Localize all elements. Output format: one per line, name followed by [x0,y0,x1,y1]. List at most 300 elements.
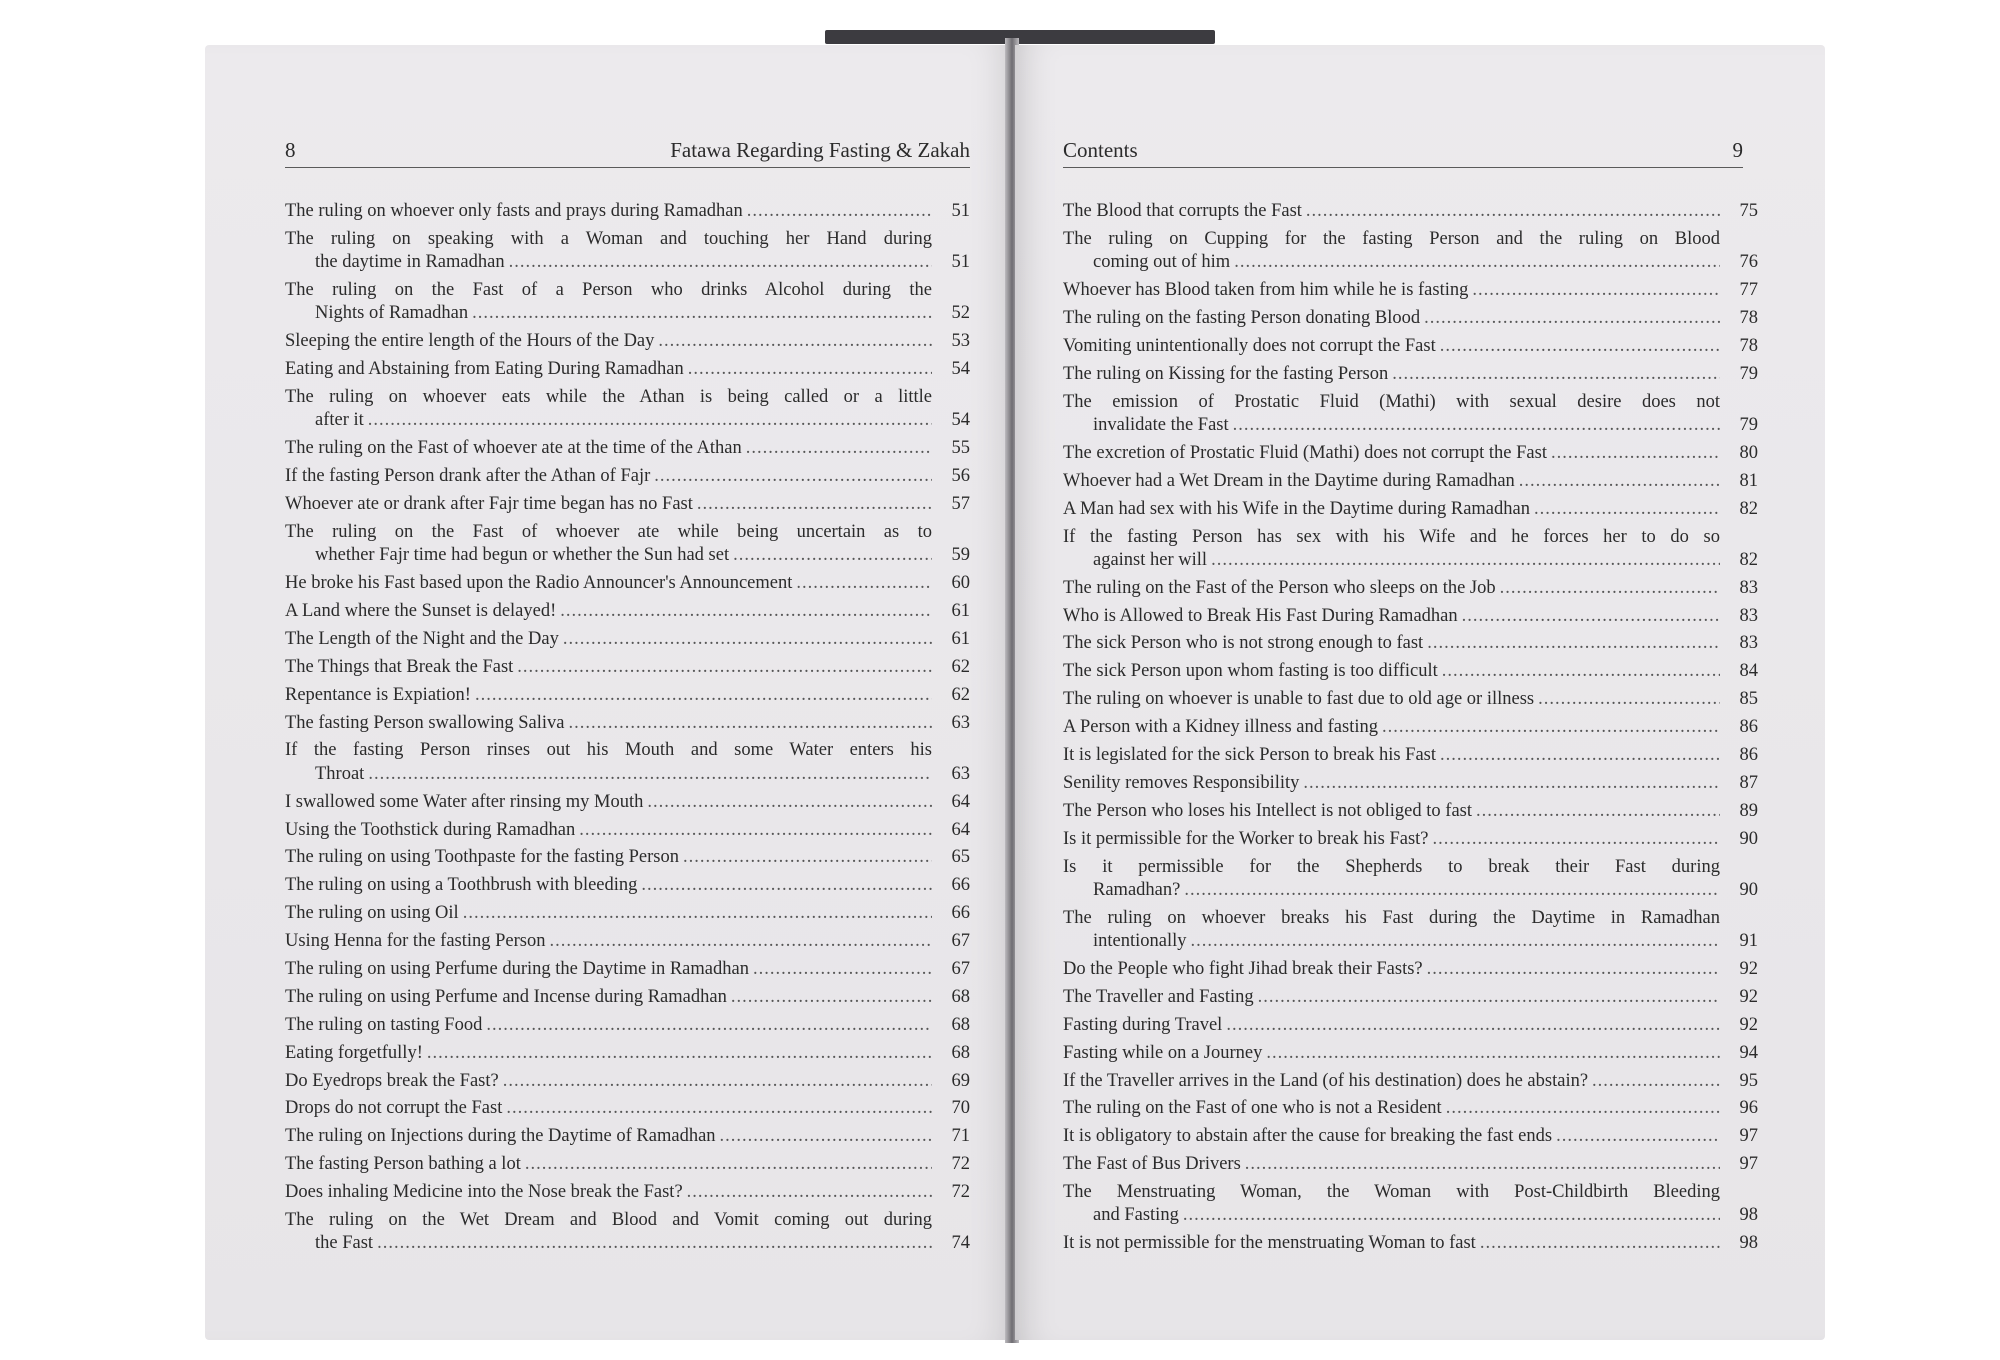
toc-entry [1063,577,1758,600]
toc-entry-title: The Fast of Bus Drivers [1063,1154,1241,1175]
toc-entry-line [1063,605,1758,628]
dot-leader [1427,632,1720,655]
dot-leader [1519,470,1720,493]
toc-entry-line [285,958,970,981]
toc-page-number: 71 [951,1126,970,1147]
dot-leader [746,437,932,460]
left-page [205,45,1010,1340]
toc-entry-line [1063,414,1758,437]
dot-leader [1476,800,1720,823]
toc-entry [285,1070,970,1093]
toc-entry [285,465,970,488]
dot-leader [731,986,932,1009]
toc-entry-line [285,628,970,651]
dot-leader [368,409,932,432]
page-number: 8 [285,138,296,162]
toc-entry [285,1097,970,1120]
toc-entry-line [1063,688,1758,711]
toc-page-number: 85 [1739,689,1758,710]
toc-entry [1063,800,1758,823]
toc-entry-line [1063,279,1758,302]
toc-entry-title: It is legislated for the sick Person to break his Fast [1063,745,1437,766]
toc-entry-title: It is obligatory to abstain after the cause for breaking the fast ends [1063,1126,1553,1147]
toc-entry-line [1063,363,1758,386]
toc-entry [285,930,970,953]
toc-page-number: 78 [1739,335,1758,356]
toc-page-number: 69 [951,1070,970,1091]
toc-page-number: 55 [951,438,970,459]
toc-page-number: 90 [1739,879,1758,900]
dot-leader [1556,1125,1720,1148]
toc-entry-line [285,874,970,897]
dot-leader [1392,363,1720,386]
toc-entry [1063,1070,1758,1093]
toc-page-number: 61 [951,600,970,621]
dot-leader [579,819,932,842]
dot-leader [688,358,932,381]
toc-entry-title: A Man had sex with his Wife in the Daytime during Ramadhan [1063,498,1530,519]
toc-entry-title: The ruling on using a Toothbrush with bleeding [285,875,638,896]
dot-leader [1424,307,1720,330]
toc-entry-title-line2: invalidate the Fast [1093,414,1229,435]
toc-page-number: 57 [951,494,970,515]
dot-leader [1534,498,1720,521]
right-page [1015,45,1825,1340]
toc-page-number: 92 [1739,986,1758,1007]
toc-entry-title-line1: Is it permissible for the Shepherds to break their Fast during [1063,856,1720,877]
toc-entry-line [1063,470,1758,493]
toc-page-number: 76 [1739,252,1758,273]
dot-leader [1440,335,1720,358]
toc-entry-line [285,986,970,1009]
toc-entry [1063,828,1758,851]
dot-leader [486,1014,932,1037]
toc-entry [1063,1042,1758,1065]
toc-entry-line [285,819,970,842]
dot-leader [1462,605,1720,628]
toc-entry-line [285,1125,970,1148]
dot-leader [1442,660,1720,683]
toc-entry-title: The ruling on using Toothpaste for the fasting Person [285,847,680,868]
toc-page-number: 75 [1739,201,1758,221]
toc-page-number: 53 [951,331,970,352]
dot-leader [1472,279,1720,302]
toc-entry [1063,688,1758,711]
dot-leader [1427,958,1720,981]
toc-entry-line [1063,498,1758,521]
toc-page-number: 64 [951,791,970,812]
toc-entry-title: A Land where the Sunset is delayed! [285,600,557,621]
dot-leader [733,544,932,567]
dot-leader [1551,442,1720,465]
toc-page-number: 51 [951,252,970,273]
dot-leader [1306,200,1720,223]
toc-entry [285,1209,970,1256]
open-book [205,30,1825,1350]
toc-page-number: 72 [951,1154,970,1175]
toc-entry-line [1063,549,1758,572]
toc-page-number: 68 [951,1014,970,1035]
toc-entry-title-line1: The ruling on speaking with a Woman and touching her Hand during [285,228,932,249]
toc-page-number: 66 [951,903,970,924]
toc-entry-line [285,544,970,567]
toc-entry [285,628,970,651]
toc-entry-line [285,437,970,460]
toc-page-number: 59 [951,545,970,566]
dot-leader [569,712,932,735]
toc-entry-title-line1: The ruling on the Fast of whoever ate while being uncertain as to [285,521,932,542]
toc-entry-title: The ruling on the Fast of whoever ate at the time of the Athan [285,438,742,459]
toc-page-number: 90 [1739,828,1758,849]
toc-page-number: 63 [951,712,970,733]
toc-page-number: 84 [1739,661,1758,682]
toc-entry [285,572,970,595]
toc-entry-title: The fasting Person bathing a lot [285,1154,521,1175]
toc-entry-line [1063,1070,1758,1093]
toc-entry-title: The ruling on the Fast of one who is not a Resident [1063,1098,1442,1119]
toc-entry-title: The Blood that corrupts the Fast [1063,201,1302,221]
toc-entry [285,1014,970,1037]
toc-entry-title: The ruling on Injections during the Daytime of Ramadhan [285,1126,716,1147]
toc-entry-title: I swallowed some Water after rinsing my Mouth [285,791,644,812]
toc-entry-line [285,465,970,488]
toc-entry-title: Does inhaling Medicine into the Nose break the Fast? [285,1182,683,1203]
toc-entry [1063,605,1758,628]
toc-page-number: 87 [1739,772,1758,793]
dot-leader [427,1042,932,1065]
toc-entry-title: Vomiting unintentionally does not corrupt the Fast [1063,335,1436,356]
dot-leader [517,656,932,679]
toc-entry-title: The ruling on whoever only fasts and prays during Ramadhan [285,201,743,221]
dot-leader [697,493,932,516]
toc-entry-line [1063,772,1758,795]
toc-entry [1063,856,1758,903]
toc-entry-title: Senility removes Responsibility [1063,772,1300,793]
toc-page-number: 92 [1739,1014,1758,1035]
toc-entry-title: The Traveller and Fasting [1063,986,1254,1007]
toc-page-number: 79 [1739,363,1758,384]
toc-entry-line [1063,632,1758,655]
toc-entry [285,521,970,568]
toc-page-number: 54 [951,359,970,380]
toc-entry-title: If the fasting Person drank after the Athan of Fajr [285,466,651,487]
right-page-header [1063,137,1743,168]
toc-page-number: 97 [1739,1126,1758,1147]
dot-leader [753,958,932,981]
dot-leader [1538,688,1720,711]
toc-entry-line [1063,1125,1758,1148]
toc-page-number: 98 [1739,1233,1758,1254]
toc-page-number: 54 [951,410,970,431]
toc-page-number: 79 [1739,414,1758,435]
toc-page-number: 97 [1739,1154,1758,1175]
toc-entry-title-line2: and Fasting [1093,1205,1179,1226]
dot-leader [683,846,932,869]
dot-leader [1233,414,1720,437]
toc-entry-line [285,409,970,432]
toc-page-number: 65 [951,847,970,868]
dot-leader [509,251,932,274]
toc-entry [285,684,970,707]
dot-leader [560,600,932,623]
toc-entry-line [285,1070,970,1093]
toc-entry-title: Eating and Abstaining from Eating During Ramadhan [285,359,684,380]
toc-entry [285,1042,970,1065]
toc-entry-title-line1: The ruling on the Fast of a Person who drinks Alcohol during the [285,280,932,301]
toc-entry [285,228,970,275]
dot-leader [506,1097,932,1120]
dot-leader [1183,1204,1720,1227]
toc-page-number: 62 [951,684,970,705]
toc-entry [1063,1014,1758,1037]
toc-entry-title-line1: The ruling on the Wet Dream and Blood and Vomit coming out during [285,1209,932,1230]
toc-entry-title: Repentance is Expiation! [285,684,471,705]
toc-entry-title-line2: coming out of him [1093,252,1231,273]
dot-leader [463,902,932,925]
toc-entry [285,874,970,897]
toc-page-number: 89 [1739,800,1758,821]
toc-entry-line [1063,1097,1758,1120]
toc-entry-title: The excretion of Prostatic Fluid (Mathi) does not corrupt the Fast [1063,442,1547,463]
toc-entry-title-line2: after it [315,410,364,431]
toc-entry [1063,335,1758,358]
toc-entry [285,200,970,223]
table-of-contents-right [1063,200,1758,1260]
toc-entry-line [1063,744,1758,767]
toc-entry [285,330,970,353]
dot-leader [563,628,932,651]
toc-entry [1063,228,1758,275]
toc-entry-title: Do Eyedrops break the Fast? [285,1070,499,1091]
toc-entry-title: Whoever ate or drank after Fajr time began has no Fast [285,494,693,515]
toc-entry-title: The sick Person upon whom fasting is too difficult [1063,661,1438,682]
toc-entry-line [1063,200,1758,223]
toc-page-number: 81 [1739,470,1758,491]
toc-entry-line [1063,577,1758,600]
toc-entry [285,386,970,433]
toc-entry [285,712,970,735]
toc-entry-title: The ruling on the Fast of the Person who sleeps on the Job [1063,577,1496,598]
toc-entry-title-line2: Ramadhan? [1093,879,1181,900]
toc-entry-title: The fasting Person swallowing Saliva [285,712,565,733]
toc-entry-line [285,302,970,325]
toc-entry-title: The ruling on Kissing for the fasting Person [1063,363,1389,384]
toc-entry [1063,363,1758,386]
left-page-header [285,137,970,168]
toc-page-number: 95 [1739,1070,1758,1091]
dot-leader [1245,1153,1720,1176]
toc-entry [285,986,970,1009]
toc-entry [285,656,970,679]
toc-entry-title-line2: Throat [315,763,365,784]
toc-entry-line [1063,442,1758,465]
toc-entry-line [285,930,970,953]
toc-entry [1063,660,1758,683]
toc-page-number: 77 [1739,280,1758,301]
toc-page-number: 64 [951,819,970,840]
toc-entry-title: Fasting during Travel [1063,1014,1223,1035]
dot-leader [1226,1014,1720,1037]
toc-entry-line [1063,660,1758,683]
dot-leader [368,763,932,786]
toc-entry [1063,958,1758,981]
dot-leader [525,1153,932,1176]
toc-entry-line [285,1042,970,1065]
toc-entry-title: Fasting while on a Journey [1063,1042,1263,1063]
toc-entry [285,493,970,516]
toc-entry [285,791,970,814]
toc-entry [285,279,970,326]
toc-entry [1063,279,1758,302]
toc-page-number: 68 [951,986,970,1007]
toc-entry-line [285,1153,970,1176]
toc-entry-title: Whoever has Blood taken from him while he is fasting [1063,280,1469,301]
toc-entry-title: Whoever had a Wet Dream in the Daytime during Ramadhan [1063,470,1515,491]
dot-leader [377,1232,932,1255]
dot-leader [1303,772,1720,795]
toc-entry [1063,307,1758,330]
dot-leader [1184,879,1720,902]
toc-entry-line [285,600,970,623]
toc-page-number: 92 [1739,958,1758,979]
toc-entry [1063,200,1758,223]
dot-leader [1500,577,1720,600]
toc-entry-line [1063,958,1758,981]
toc-entry [1063,442,1758,465]
toc-page-number: 72 [951,1182,970,1203]
toc-page-number: 83 [1739,633,1758,654]
dot-leader [1592,1070,1720,1093]
dot-leader [1234,251,1720,274]
toc-entry [1063,1181,1758,1228]
dot-leader [796,572,932,595]
toc-entry [285,1181,970,1204]
toc-entry [285,600,970,623]
toc-entry-title: The Person who loses his Intellect is not obliged to fast [1063,800,1472,821]
toc-entry [1063,744,1758,767]
toc-entry [285,739,970,786]
toc-entry [1063,391,1758,438]
toc-entry-line [1063,828,1758,851]
toc-page-number: 86 [1739,745,1758,766]
toc-entry-title: The Things that Break the Fast [285,656,514,677]
toc-page-number: 82 [1739,549,1758,570]
toc-entry [1063,470,1758,493]
toc-entry-line [1063,1204,1758,1227]
toc-page-number: 83 [1739,577,1758,598]
toc-entry [285,819,970,842]
toc-entry-line [1063,1042,1758,1065]
toc-page-number: 67 [951,931,970,952]
toc-entry-line [1063,930,1758,953]
dot-leader [1440,744,1720,767]
toc-entry-line [285,572,970,595]
toc-entry-line [1063,335,1758,358]
toc-page-number: 67 [951,958,970,979]
toc-entry [1063,1097,1758,1120]
toc-entry-line [285,1014,970,1037]
running-title: Contents [1063,138,1138,162]
toc-page-number: 83 [1739,605,1758,626]
toc-entry-title: The ruling on using Perfume during the Daytime in Ramadhan [285,958,749,979]
toc-page-number: 98 [1739,1205,1758,1226]
dot-leader [550,930,933,953]
toc-page-number: 94 [1739,1042,1758,1063]
toc-entry-line [1063,986,1758,1009]
toc-entry [1063,498,1758,521]
toc-entry [1063,526,1758,573]
toc-entry-line [1063,879,1758,902]
toc-entry-line [285,902,970,925]
toc-entry-title: The ruling on using Perfume and Incense during Ramadhan [285,986,727,1007]
dot-leader [658,330,932,353]
toc-entry [285,358,970,381]
toc-entry-title: Using Henna for the fasting Person [285,931,546,952]
toc-entry-line [285,200,970,223]
dot-leader [654,465,932,488]
dot-leader [1191,930,1720,953]
toc-entry-title: Using the Toothstick during Ramadhan [285,819,576,840]
running-title: Fatawa Regarding Fasting & Zakah [670,138,970,162]
toc-page-number: 51 [951,201,970,221]
toc-entry [285,902,970,925]
dot-leader [747,200,932,223]
toc-page-number: 62 [951,656,970,677]
toc-entry [1063,907,1758,954]
toc-entry-line [285,1181,970,1204]
dot-leader [1258,986,1720,1009]
toc-entry-line [1063,800,1758,823]
toc-entry-line [285,358,970,381]
toc-entry-title: It is not permissible for the menstruating Woman to fast [1063,1233,1476,1254]
toc-entry-line [285,1097,970,1120]
toc-entry-title: Do the People who fight Jihad break their Fasts? [1063,958,1423,979]
toc-entry-line [1063,251,1758,274]
toc-page-number: 91 [1739,931,1758,952]
toc-entry-title: A Person with a Kidney illness and fasting [1063,717,1378,738]
toc-entry-line [1063,1153,1758,1176]
toc-page-number: 56 [951,466,970,487]
dot-leader [1446,1097,1720,1120]
toc-entry-title-line2: against her will [1093,549,1208,570]
toc-entry-title: Who is Allowed to Break His Fast During Ramadhan [1063,605,1458,626]
toc-entry [1063,632,1758,655]
dot-leader [720,1125,932,1148]
toc-entry-line [285,493,970,516]
toc-entry-title-line2: the daytime in Ramadhan [315,252,505,273]
toc-page-number: 96 [1739,1098,1758,1119]
toc-entry [285,1153,970,1176]
toc-entry-line [285,251,970,274]
page-number: 9 [1732,138,1743,162]
toc-entry-line [1063,1014,1758,1037]
toc-entry-line [285,330,970,353]
toc-entry-title-line1: The ruling on whoever breaks his Fast during the Daytime in Ramadhan [1063,907,1720,928]
toc-page-number: 78 [1739,307,1758,328]
toc-entry-line [285,1232,970,1255]
toc-entry-line [285,712,970,735]
toc-entry [1063,986,1758,1009]
dot-leader [475,684,932,707]
dot-leader [687,1181,932,1204]
book-cover-edge [825,30,1215,44]
toc-page-number: 82 [1739,498,1758,519]
toc-entry [285,846,970,869]
toc-entry [1063,1232,1758,1255]
toc-entry-title-line1: The ruling on Cupping for the fasting Person and the ruling on Blood [1063,228,1720,249]
toc-entry-title: The sick Person who is not strong enough to fast [1063,633,1424,654]
dot-leader [1266,1042,1720,1065]
